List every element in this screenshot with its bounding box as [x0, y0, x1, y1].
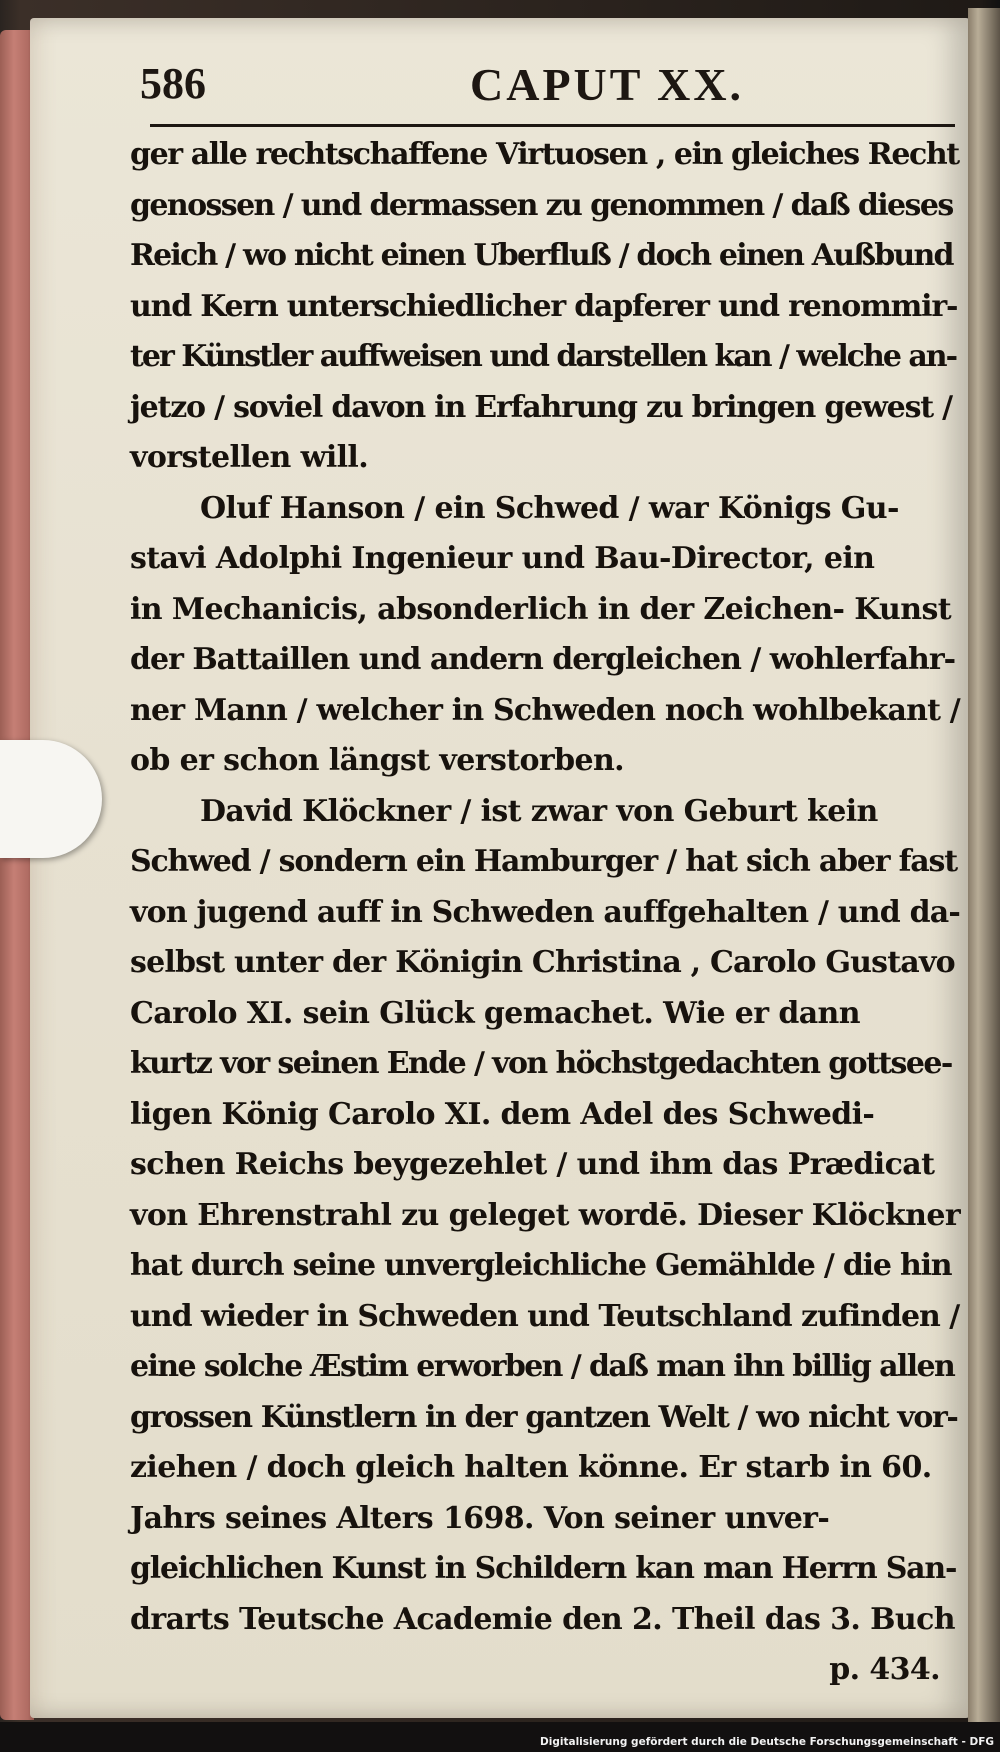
text-line: ob er schon längst verstorben. [130, 743, 625, 778]
text-line: stavi Adolphi Ingenieur und Bau-Director, ein [130, 541, 875, 576]
text-line: schen Reichs beygezehlet / und ihm das Prædicat [130, 1147, 935, 1182]
page-header [140, 58, 960, 128]
text-line: jetzo / soviel davon in Erfahrung zu bringen gewest / [130, 389, 952, 425]
text-line: gleichlichen Kunst in Schildern kan man Herrn San- [130, 1551, 957, 1586]
text-line: kurtz vor seinen Ende / von höchstgedachten gottsee- [130, 1046, 952, 1081]
text-line: grossen Künstlern in der gantzen Welt / wo nicht vor- [130, 1399, 958, 1435]
funding-credit: Digitalisierung gefördert durch die Deutsche Forschungsgemeinschaft - DFG [540, 1736, 994, 1748]
text-line: ger alle rechtschaffene Virtuosen , ein gleiches Recht [130, 137, 959, 172]
page-edge-right [968, 8, 1000, 1728]
running-head: CAPUT XX. [470, 59, 745, 110]
text-line: in Mechanicis, absonderlich in der Zeichen- Kunst [130, 591, 952, 627]
text-line: ligen König Carolo XI. dem Adel des Schwedi- [130, 1096, 875, 1132]
text-line: eine solche Æstim erworben / daß man ihn billig allen [130, 1349, 955, 1384]
body-text [130, 130, 960, 1696]
text-line: ziehen / doch gleich halten könne. Er starb in 60. [130, 1450, 932, 1485]
paragraph-start-line: David Klöckner / ist zwar von Geburt kein [200, 793, 878, 829]
text-line: hat durch seine unvergleichliche Gemählde / die hin [130, 1248, 952, 1283]
text-line: Jahrs seines Alters 1698. Von seiner unver- [130, 1500, 830, 1536]
text-line: selbst unter der Königin Christina , Carolo Gustavo [130, 945, 955, 980]
page-number: 586 [140, 59, 206, 108]
text-line: von Ehrenstrahl zu geleget wordē. Dieser Klöckner [130, 1197, 961, 1233]
text-line: und wieder in Schweden und Teutschland zufinden / [130, 1298, 960, 1334]
text-line: vorstellen will. [130, 440, 369, 475]
text-line: Reich / wo nicht einen Uberfluß / doch einen Außbund [130, 238, 953, 273]
text-line: ter Künstler auffweisen und darstellen kan / welche an- [130, 339, 957, 374]
page-edge-left [0, 30, 34, 1720]
text-line: von jugend auff in Schweden auffgehalten / und da- [130, 894, 961, 930]
text-line: und Kern unterschiedlicher dapferer und renommir- [130, 288, 958, 324]
text-line: drarts Teutsche Academie den 2. Theil das 3. Buch [130, 1601, 955, 1637]
page-reference-line: p. 434. [829, 1652, 940, 1687]
text-line: Carolo XI. sein Glück gemachet. Wie er dann [130, 995, 860, 1031]
header-rule [150, 124, 955, 127]
text-line: genossen / und dermassen zu genommen / daß dieses [130, 187, 953, 223]
text-line: ner Mann / welcher in Schweden noch wohlbekant / [130, 692, 960, 728]
text-line: der Battaillen und andern dergleichen / wohlerfahr- [130, 642, 956, 677]
text-line: Schwed / sondern ein Hamburger / hat sich aber fast [130, 844, 957, 879]
paragraph-start-line: Oluf Hanson / ein Schwed / war Königs Gu- [200, 490, 899, 526]
